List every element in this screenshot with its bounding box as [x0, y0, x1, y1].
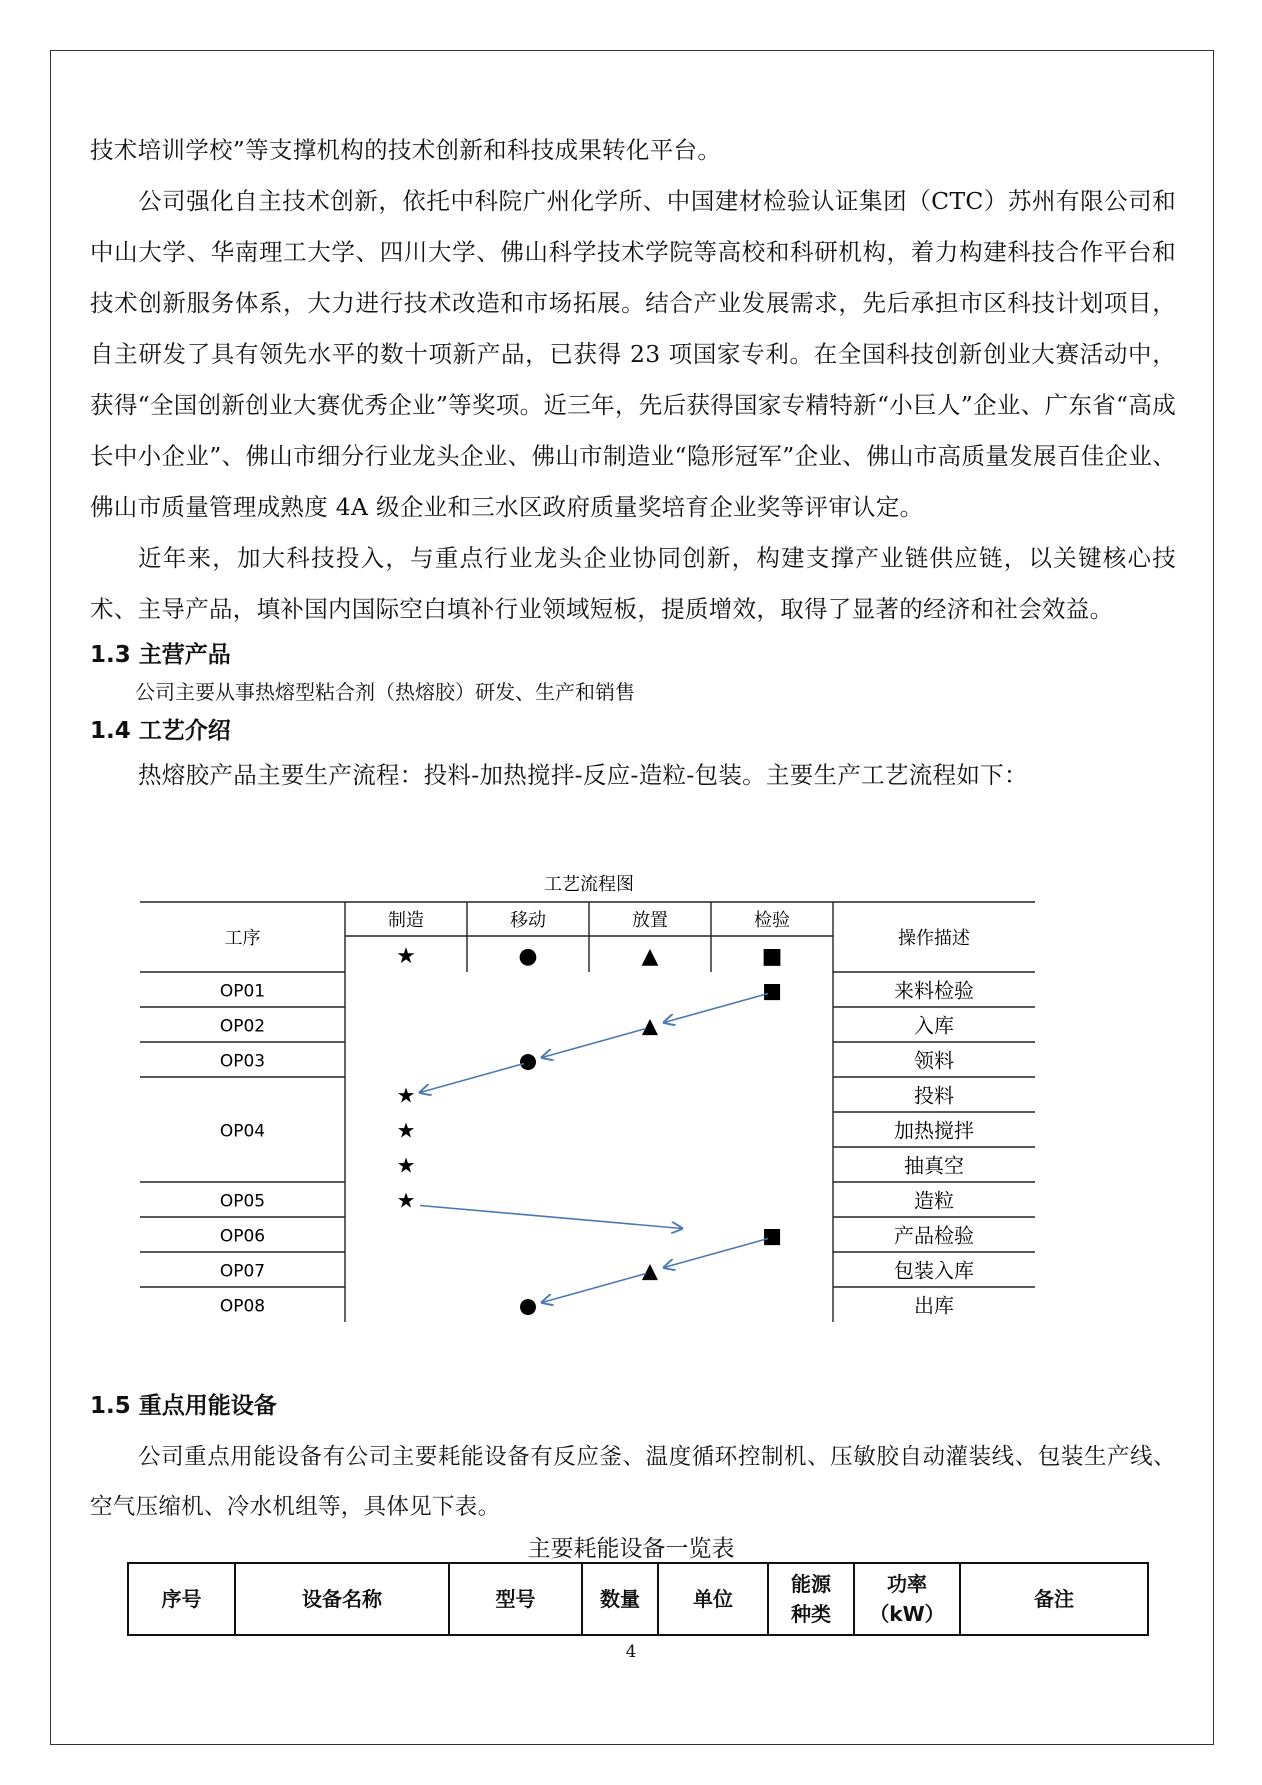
step-symbol-10: ● [518, 1293, 538, 1318]
heading-1-5: 1.5 重点用能设备 [90, 1393, 277, 1419]
op-code-3: OP03 [219, 1051, 266, 1072]
flow-arrow-1 [664, 994, 768, 1023]
step-desc-2: 入库 [914, 1013, 954, 1038]
type-label-2: 移动 [510, 910, 546, 931]
col-header-name: 设备名称 [235, 1563, 449, 1635]
step-desc-5: 加热搅拌 [894, 1118, 974, 1143]
step-symbol-3: ● [518, 1048, 538, 1073]
col-header-remarks: 备注 [960, 1563, 1148, 1635]
step-symbol-6: ★ [396, 1153, 416, 1178]
step-symbol-4: ★ [396, 1083, 416, 1108]
op-code-7: OP07 [219, 1261, 266, 1282]
col-header-model: 型号 [449, 1563, 582, 1635]
col-header-quantity: 数量 [582, 1563, 658, 1635]
type-symbol-3: ▲ [641, 944, 659, 969]
equipment-table-title: 主要耗能设备一览表 [527, 1536, 735, 1562]
process-header: 工序 [224, 928, 261, 949]
step-desc-7: 造粒 [914, 1188, 954, 1213]
process-flow-chart [140, 868, 1040, 1330]
paragraph-2: 公司强化自主技术创新，依托中科院广州化学所、中国建材检验认证集团（CTC）苏州有限公司和中山大学、华南理工大学、四川大学、佛山科学技术学院等高校和科研机构，着力构建科技合作平台和技术创新服务体系，大力进行技术改造和市场拓展。结合产业发展需求，先后承担市区科技计划项目，自主研发了具有领先水平的数十项新产品，已获得 23 项国家专利。在全国科技创新创业大赛活动中，获得“全国创新创业大赛优秀企业”等奖项。近三年，先后获得国家专精特新“小巨人”企业、广东省“高成长中小企业”、佛山市细分行业龙头企业、佛山市制造业“隐形冠军”企业、佛山市高质量发展百佳企业、佛山市质量管理成熟度 4A 级企业和三水区政府质量奖培育企业奖等评审认定。 [90, 187, 1176, 521]
step-desc-10: 出库 [914, 1293, 954, 1318]
heading-1-3: 1.3 主营产品 [90, 642, 231, 668]
flow-arrow-3 [420, 1064, 524, 1093]
flow-arrow-2 [542, 1029, 646, 1058]
paragraph-energy-equipment: 公司重点用能设备有公司主要耗能设备有反应釜、温度循环控制机、压敏胶自动灌装线、包装生产线、空气压缩机、冷水机组等，具体见下表。 [90, 1444, 1176, 1520]
flow-arrow-7 [420, 1206, 682, 1229]
step-desc-8: 产品检验 [894, 1223, 974, 1248]
op-code-4: OP04 [219, 1121, 266, 1142]
heading-1-4: 1.4 工艺介绍 [90, 718, 231, 744]
step-symbol-2: ▲ [641, 1013, 659, 1038]
col-header-energy-type: 能源 种类 [768, 1563, 854, 1635]
flow-arrow-9 [542, 1274, 646, 1303]
type-symbol-2: ● [518, 944, 538, 969]
step-symbol-5: ★ [396, 1118, 416, 1143]
op-code-6: OP06 [219, 1226, 266, 1247]
step-symbol-9: ▲ [641, 1258, 659, 1283]
document-body [90, 125, 1176, 801]
op-code-2: OP02 [219, 1016, 266, 1037]
flow-arrow-8 [664, 1239, 768, 1268]
paragraph-process-intro: 热熔胶产品主要生产流程：投料-加热搅拌-反应-造粒-包装。主要生产工艺流程如下： [138, 761, 1028, 789]
col-header-unit: 单位 [658, 1563, 768, 1635]
col-header-index: 序号 [128, 1563, 235, 1635]
op-code-5: OP05 [219, 1191, 266, 1212]
op-code-8: OP08 [219, 1296, 266, 1317]
op-code-1: OP01 [219, 981, 266, 1002]
description-header: 操作描述 [898, 928, 970, 949]
step-desc-6: 抽真空 [904, 1153, 964, 1178]
type-symbol-1: ★ [396, 944, 416, 969]
page-number: 4 [625, 1642, 637, 1662]
section-1-5 [90, 1388, 1176, 1532]
type-label-1: 制造 [388, 910, 424, 931]
type-symbol-4: ■ [761, 944, 783, 969]
flow-chart-title: 工艺流程图 [544, 874, 634, 895]
step-symbol-8: ■ [762, 1223, 782, 1248]
paragraph-3: 近年来，加大科技投入，与重点行业龙头企业协同创新，构建支撑产业链供应链，以关键核心技术、主导产品，填补国内国际空白填补行业领域短板，提质增效，取得了显著的经济和社会效益。 [90, 544, 1176, 623]
step-desc-9: 包装入库 [894, 1258, 974, 1283]
table-header-row [128, 1563, 1148, 1635]
paragraph-1: 技术培训学校”等支撑机构的技术创新和科技成果转化平台。 [90, 136, 722, 164]
step-desc-1: 来料检验 [894, 978, 974, 1003]
col-header-power: 功率 （kW） [854, 1563, 960, 1635]
step-desc-3: 领料 [914, 1048, 954, 1073]
equipment-table [127, 1562, 1149, 1636]
type-label-3: 放置 [632, 910, 668, 931]
step-desc-4: 投料 [914, 1083, 954, 1108]
type-label-4: 检验 [754, 910, 790, 931]
step-symbol-1: ■ [762, 978, 782, 1003]
paragraph-main-products: 公司主要从事热熔型粘合剂（热熔胶）研发、生产和销售 [135, 680, 635, 704]
step-symbol-7: ★ [396, 1188, 416, 1213]
